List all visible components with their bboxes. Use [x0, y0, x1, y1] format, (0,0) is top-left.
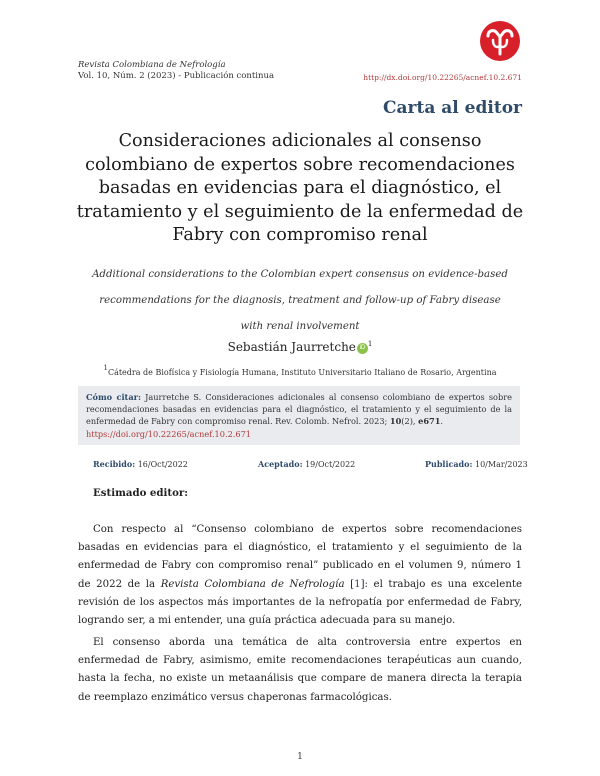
paragraph-2: El consenso aborda una temática de alta controversia entre expertos en enfermedad de Fabry, asimismo, emite recomendaciones terapéuticas aun cuando, hasta la fecha, no existe un metaanálisis que compare de manera directa la terapia de reemplazo enzimático versus chaperonas farmacológicas.	[78, 637, 522, 703]
citation-article: e671	[418, 416, 441, 427]
article-title: Consideraciones adicionales al consenso colombiano de expertos sobre recomendaciones basadas en evidencias para el diagnóstico, el tratamiento y el seguimiento de la enfermedad de Fabry con compromiso renal	[76, 131, 524, 245]
paragraph-1-part1: Con respecto al “Consenso colombiano de expertos sobre recomendaciones basadas en evidencias para el diagnóstico, el tratamiento y el seguimiento de la enfermedad de Fabry con compromiso renal” publicado en el volumen 9, número 1 de 2022 de la	[78, 524, 522, 590]
citation-label: Cómo citar:	[86, 392, 141, 402]
paragraph-1	[78, 521, 522, 630]
header-doi-link[interactable]: http://dx.doi.org/10.22265/acnef.10.2.671	[363, 73, 522, 82]
accepted-label: Aceptado:	[258, 459, 303, 469]
citation-text: Jaurretche S. Consideraciones adicionales al consenso colombiano de expertos sobre recomendaciones basadas en evidencias para el diagnóstico, el tratamiento y el seguimiento de la enfermedad de Fabry con compromiso renal. Rev. Colomb. Nefrol. 2023;	[86, 392, 512, 427]
greeting: Estimado editor:	[93, 487, 189, 499]
page-number: 1	[297, 752, 303, 762]
received-value: 16/Oct/2022	[135, 460, 188, 469]
affiliation-mark: 1	[103, 364, 108, 372]
orcid-icon[interactable]: iD	[357, 343, 368, 354]
citation-issue: (2),	[401, 416, 419, 427]
author-affiliation-mark: 1	[367, 340, 373, 348]
journal-name: Revista Colombiana de Nefrología	[78, 60, 226, 70]
reference-link[interactable]: 1	[354, 578, 361, 590]
accepted-value: 19/Oct/2022	[302, 460, 356, 469]
affiliation	[0, 364, 600, 377]
citation-volume: 10	[389, 416, 402, 427]
received-date	[93, 459, 188, 469]
section-label: Carta al editor	[383, 98, 522, 118]
affiliation-text: Cátedra de Biofísica y Fisiología Humana, Instituto Universitario Italiano de Rosario, Argentina	[107, 368, 497, 377]
accepted-date	[258, 459, 355, 469]
citation-end: .	[440, 416, 444, 427]
volume-info: Vol. 10, Núm. 2 (2023) - Publicación continua	[78, 71, 275, 81]
received-label: Recibido:	[93, 459, 136, 469]
article-subtitle: Additional considerations to the Colombian expert consensus on evidence-based recommendations for the diagnosis, treatment and follow-up of Fabry disease with renal involvement	[92, 269, 508, 332]
published-value: 10/Mar/2023	[472, 460, 528, 469]
journal-header	[78, 60, 274, 82]
published-label: Publicado:	[425, 459, 473, 469]
paragraph-1-part2: [	[344, 578, 355, 590]
author-line	[0, 340, 600, 354]
citation-box	[78, 386, 520, 445]
journal-logo-icon	[479, 20, 521, 62]
author-name: Sebastián Jaurretche	[227, 340, 356, 354]
citation-doi-link[interactable]: https://doi.org/10.22265/acnef.10.2.671	[86, 428, 252, 439]
published-date	[425, 459, 528, 469]
journal-italic: Revista Colombiana de Nefrología	[160, 578, 345, 590]
paragraph-1-part3: ]: el trabajo es una excelente revisión de los aspectos más importantes de la nefropatía por enfermedad de Fabry, logrando ser, a mi entender, una guía práctica adecuada para su manejo.	[78, 578, 523, 627]
